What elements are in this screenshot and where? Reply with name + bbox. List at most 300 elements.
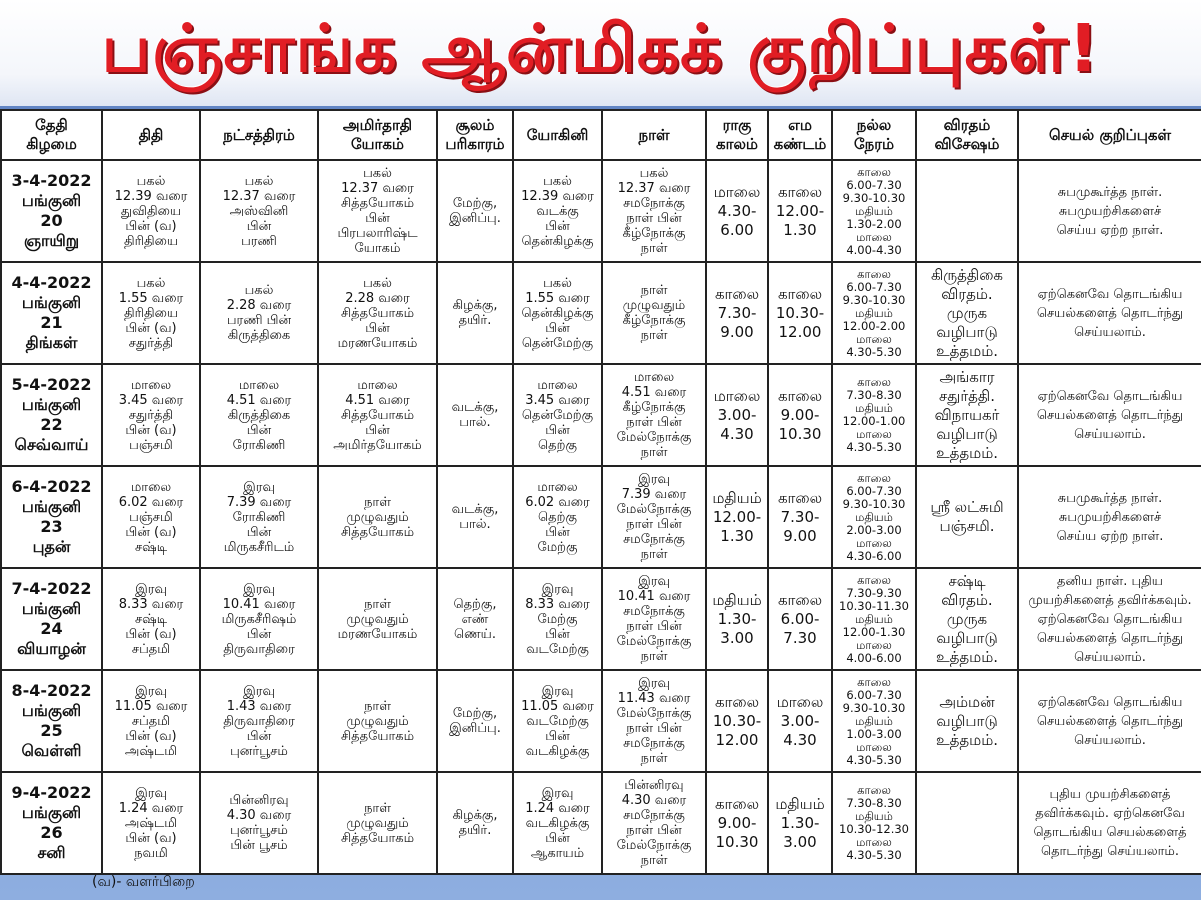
- cell-line: 11.05 வரை: [521, 698, 594, 714]
- cell-line: நேரம்: [853, 135, 895, 153]
- cell-line: உத்தமம்.: [935, 730, 999, 749]
- cell-line: சமநோக்கு: [623, 808, 685, 823]
- cell-line: காலை: [857, 783, 891, 797]
- cell-line: விரதம்: [943, 116, 991, 134]
- cell-line: 9.00: [720, 322, 754, 341]
- cell-line: சஷ்டி: [134, 611, 168, 627]
- column-header-yogini: [513, 110, 602, 160]
- cell-line: 2.28 வரை: [345, 290, 410, 306]
- cell-line: செயல்களைத் தொடர்ந்து: [1036, 630, 1184, 646]
- cell-thithi: [102, 568, 200, 670]
- cell-line: சமநோக்கு: [623, 196, 685, 211]
- cell-line: 7.30-8.30: [846, 388, 902, 402]
- cell-line: 4.30 வரை: [226, 808, 292, 823]
- cell-line: யோகம்: [350, 135, 404, 153]
- table-row: [1, 160, 1201, 262]
- cell-line: தனிய நாள். புதிய: [1057, 573, 1163, 589]
- cell-raagu: [706, 568, 768, 670]
- cell-line: இனிப்பு.: [449, 211, 501, 226]
- cell-line: மதியம்: [855, 713, 893, 728]
- cell-line: சதுர்த்தி: [128, 407, 174, 423]
- cell-line: சனி: [37, 843, 66, 862]
- cell-line: காலை: [857, 674, 891, 689]
- cell-line: 21: [40, 313, 63, 332]
- cell-line: 4.00-4.30: [846, 242, 902, 257]
- cell-date: [1, 670, 102, 772]
- cell-line: சுபமுயற்சிகளைச்: [1058, 203, 1162, 219]
- cell-nalla: [832, 568, 916, 670]
- cell-line: பகல்: [136, 275, 166, 291]
- cell-line: 9.00-: [717, 813, 757, 832]
- cell-line: ரோகிணி: [232, 509, 286, 525]
- cell-nalla: [832, 364, 916, 466]
- cell-line: பின்: [246, 524, 272, 540]
- cell-date: [1, 772, 102, 874]
- cell-line: பரணி: [241, 233, 277, 249]
- cell-line: மதியம்: [855, 203, 893, 218]
- cell-line: நவமி: [134, 845, 168, 861]
- cell-line: புனர்பூசம்: [230, 743, 288, 759]
- cell-line: இரவு: [135, 683, 167, 699]
- cell-line: சதுர்த்தி: [128, 335, 174, 351]
- cell-notes: [1018, 772, 1201, 874]
- cell-line: பின்: [545, 320, 570, 336]
- cell-line: பகல்: [363, 166, 392, 181]
- cell-line: சப்தமி: [131, 641, 171, 657]
- cell-line: 7.30-: [717, 303, 757, 322]
- cell-line: தொடங்கிய செயல்களைத்: [1033, 825, 1187, 840]
- cell-line: ஆகாயம்: [530, 845, 585, 861]
- cell-line: வடகிழக்கு: [525, 743, 590, 759]
- cell-line: தெற்கு: [538, 509, 577, 525]
- cell-line: செயல்களைத் தொடர்ந்து: [1036, 407, 1184, 423]
- cell-line: தேதி: [35, 116, 68, 134]
- cell-notes: [1018, 568, 1201, 670]
- cell-line: மதியம்: [712, 488, 762, 507]
- cell-viratham: [916, 772, 1018, 874]
- cell-line: வடக்கு: [536, 203, 579, 219]
- cell-line: பங்குனி: [21, 293, 82, 312]
- cell-line: காலை: [714, 794, 760, 813]
- cell-line: 10.30-12.30: [839, 822, 909, 836]
- cell-line: 10.30: [715, 832, 759, 851]
- cell-line: கிருத்திகை: [930, 265, 1004, 284]
- cell-line: முழுவதும்: [622, 298, 686, 313]
- cell-line: அமிர்தயோகம்: [333, 437, 422, 453]
- cell-notes: [1018, 262, 1201, 364]
- cell-line: 4.30-5.30: [846, 440, 902, 454]
- cell-line: பின் பூசம்: [230, 838, 288, 853]
- cell-line: தொடர்ந்து செய்யலாம்.: [1040, 844, 1180, 859]
- cell-line: பின் (வ): [125, 218, 177, 234]
- cell-line: 7.39 வரை: [226, 494, 292, 510]
- cell-line: திருவாதிரை: [223, 713, 295, 729]
- cell-line: மாலை: [856, 835, 892, 849]
- cell-line: கிழமை: [26, 135, 77, 153]
- cell-line: மாலை: [856, 229, 892, 244]
- cell-line: 3.00-: [780, 711, 820, 730]
- cell-line: பின்: [545, 830, 570, 846]
- cell-line: உத்தமம்.: [935, 647, 999, 666]
- cell-line: மேல்நோக்கு: [616, 430, 692, 445]
- cell-line: வழிபாடு: [936, 711, 998, 730]
- cell-line: மேற்கு,: [452, 196, 498, 211]
- cell-line: நாள்: [364, 698, 391, 714]
- cell-line: நாள் பின்: [626, 517, 682, 532]
- cell-line: முழுவதும்: [346, 713, 409, 729]
- cell-line: கிழக்கு,: [452, 298, 498, 313]
- cell-line: பின் (வ): [125, 728, 177, 744]
- cell-line: மாலை: [856, 331, 892, 346]
- cell-line: இரவு: [135, 785, 167, 801]
- cell-line: சஷ்டி: [134, 539, 168, 555]
- cell-line: ஞாயிறு: [23, 231, 80, 250]
- cell-line: இரவு: [541, 581, 574, 597]
- cell-line: புனர்பூசம்: [230, 823, 288, 838]
- cell-line: தயிர்.: [458, 313, 492, 328]
- table-header: [1, 110, 1201, 160]
- cell-line: 6.00-: [780, 609, 820, 628]
- cell-line: யோகினி: [526, 125, 589, 144]
- cell-line: பின்: [365, 320, 390, 336]
- cell-line: இரவு: [638, 676, 670, 691]
- cell-line: 22: [40, 415, 63, 434]
- cell-thithi: [102, 364, 200, 466]
- cell-line: நாள்: [364, 494, 391, 510]
- table-row: [1, 466, 1201, 568]
- cell-line: சித்தயோகம்: [340, 305, 415, 321]
- table-row: [1, 262, 1201, 364]
- cell-line: காலை: [777, 284, 823, 303]
- cell-line: 1.24 வரை: [118, 800, 184, 816]
- cell-line: ரோகிணி: [232, 437, 286, 453]
- cell-line: பங்குனி: [21, 599, 82, 618]
- column-header-date: [1, 110, 102, 160]
- cell-line: மதியம்: [855, 401, 893, 415]
- cell-yogam: [318, 772, 437, 874]
- cell-line: விநாயகர்: [934, 405, 1000, 424]
- cell-line: 1.30: [783, 220, 817, 239]
- cell-line: விரதம்.: [941, 590, 993, 609]
- cell-line: 7.30: [783, 628, 817, 647]
- cell-line: செயல்களைத் தொடர்ந்து: [1036, 305, 1184, 321]
- cell-line: பங்குனி: [21, 191, 82, 210]
- cell-line: பங்குனி: [21, 497, 82, 516]
- cell-line: செய்யலாம்.: [1074, 732, 1146, 748]
- cell-line: 25: [40, 721, 63, 740]
- cell-naal: [602, 772, 706, 874]
- cell-soolam: [437, 364, 513, 466]
- cell-line: 12.37 வரை: [617, 181, 691, 196]
- cell-line: சுபமுகூர்த்த நாள்.: [1057, 490, 1163, 506]
- cell-line: மேற்கு: [537, 539, 578, 555]
- cell-line: செய்ய ஏற்ற நாள்.: [1056, 528, 1164, 544]
- cell-line: சஷ்டி: [948, 571, 986, 590]
- cell-line: வழிபாடு: [936, 628, 998, 647]
- cell-line: 1.30: [720, 526, 754, 545]
- cell-yogini: [513, 160, 602, 262]
- cell-line: பிரபலாரிஷ்ட: [337, 226, 418, 241]
- cell-line: 4.30-: [717, 201, 757, 220]
- cell-line: வெள்ளி: [21, 741, 82, 760]
- cell-line: 8.33 வரை: [118, 596, 184, 612]
- cell-line: 20: [40, 211, 63, 230]
- cell-notes: [1018, 364, 1201, 466]
- cell-line: 1.30-: [717, 609, 757, 628]
- cell-date: [1, 262, 102, 364]
- table-row: [1, 772, 1201, 874]
- cell-line: 4.51 வரை: [621, 385, 687, 400]
- column-header-thithi: [102, 110, 200, 160]
- footnote: (வ)- வளர்பிறை: [92, 874, 195, 890]
- cell-line: 8.33 வரை: [525, 596, 590, 612]
- cell-line: புதிய முயற்சிகளைத்: [1049, 787, 1171, 802]
- cell-line: காலை: [857, 164, 891, 179]
- cell-line: மாலை: [713, 182, 761, 201]
- cell-nalla: [832, 670, 916, 772]
- cell-line: கிருத்திகை: [227, 407, 291, 423]
- cell-line: ஏற்கெனவே தொடங்கிய: [1037, 694, 1183, 710]
- cell-line: 23: [40, 517, 63, 536]
- cell-line: வடக்கு,: [451, 400, 499, 415]
- column-header-viratham: [916, 110, 1018, 160]
- cell-line: பின் (வ): [125, 422, 177, 438]
- cell-line: நாள்: [640, 751, 668, 766]
- cell-line: அங்கார: [939, 367, 995, 386]
- cell-line: தவிர்க்கவும். ஏற்கெனவே: [1035, 806, 1185, 821]
- cell-naal: [602, 568, 706, 670]
- column-header-nalla: [832, 110, 916, 160]
- cell-line: பின் (வ): [125, 626, 177, 642]
- cell-viratham: [916, 364, 1018, 466]
- cell-line: காலை: [714, 284, 760, 303]
- cell-date: [1, 160, 102, 262]
- cell-line: 2.00-3.00: [846, 522, 902, 537]
- cell-line: 9-4-2022: [11, 783, 92, 802]
- cell-line: பின்: [246, 218, 272, 234]
- cell-yogini: [513, 670, 602, 772]
- cell-yogini: [513, 262, 602, 364]
- cell-line: சித்தயோகம்: [340, 407, 415, 423]
- cell-line: முழுவதும்: [346, 509, 409, 525]
- cell-raagu: [706, 364, 768, 466]
- cell-notes: [1018, 160, 1201, 262]
- cell-yogam: [318, 160, 437, 262]
- cell-line: உத்தமம்.: [935, 341, 999, 360]
- cell-line: 9.30-10.30: [842, 700, 906, 715]
- cell-line: காலை: [857, 266, 891, 281]
- cell-line: செயல்களைத் தொடர்ந்து: [1036, 713, 1184, 729]
- cell-line: காலை: [777, 386, 823, 405]
- cell-line: 1.55 வரை: [525, 290, 590, 306]
- cell-line: நாள்: [640, 853, 668, 868]
- cell-date: [1, 364, 102, 466]
- cell-line: இரவு: [243, 683, 275, 699]
- cell-line: ணெய்.: [454, 626, 496, 642]
- cell-line: அஷ்டமி: [124, 815, 178, 831]
- cell-line: துவிதியை: [120, 203, 182, 219]
- cell-line: வடமேற்கு: [526, 641, 589, 657]
- cell-line: மேல்நோக்கு: [616, 634, 692, 649]
- cell-thithi: [102, 772, 200, 874]
- cell-date: [1, 466, 102, 568]
- cell-line: செவ்வாய்: [14, 435, 89, 454]
- cell-line: விசேஷம்: [934, 135, 1000, 153]
- cell-line: செய்யலாம்.: [1074, 649, 1146, 665]
- cell-line: மாலை: [856, 427, 892, 441]
- cell-line: 7.39 வரை: [621, 487, 687, 502]
- cell-viratham: [916, 262, 1018, 364]
- cell-line: பகல்: [244, 283, 274, 298]
- cell-line: சுபமுகூர்த்த நாள்.: [1057, 184, 1163, 200]
- cell-line: 12.00-: [775, 201, 825, 220]
- cell-line: மதியம்: [855, 611, 893, 626]
- table-row: [1, 568, 1201, 670]
- cell-line: மேல்நோக்கு: [616, 838, 692, 853]
- cell-line: தெற்கு: [538, 437, 577, 453]
- cell-line: அமிர்தாதி: [342, 116, 413, 134]
- cell-ema: [768, 772, 832, 874]
- cell-nalla: [832, 466, 916, 568]
- cell-line: 9.30-10.30: [842, 292, 906, 307]
- cell-line: ஸ்ரீ லட்சுமி: [930, 498, 1004, 516]
- cell-line: 3-4-2022: [11, 171, 92, 190]
- cell-viratham: [916, 466, 1018, 568]
- cell-line: இனிப்பு.: [449, 721, 501, 736]
- cell-line: 7.30-8.30: [846, 796, 902, 810]
- table-body: [1, 160, 1201, 874]
- cell-line: மரணயோகம்: [337, 335, 418, 351]
- cell-line: தயிர்.: [458, 823, 492, 838]
- cell-line: நட்சத்திரம்: [223, 125, 295, 144]
- cell-line: பஞ்சமி: [129, 509, 173, 525]
- cell-line: பகல்: [543, 275, 572, 291]
- cell-line: பரிகாரம்: [445, 135, 505, 153]
- cell-line: 4.00-6.00: [846, 650, 902, 665]
- cell-star: [200, 670, 318, 772]
- cell-line: பின்: [545, 728, 570, 744]
- cell-line: பின்: [246, 626, 272, 642]
- cell-naal: [602, 670, 706, 772]
- cell-line: முயற்சிகளைத் தவிர்க்கவும்.: [1028, 592, 1192, 608]
- cell-line: பரணி பின்: [226, 313, 292, 328]
- cell-line: சமநோக்கு: [623, 604, 685, 619]
- cell-soolam: [437, 160, 513, 262]
- cell-line: தென்கிழக்கு: [521, 305, 594, 321]
- cell-line: 12.00-1.30: [842, 624, 906, 639]
- cell-line: 6-4-2022: [11, 477, 92, 496]
- cell-notes: [1018, 670, 1201, 772]
- cell-line: நாள் பின்: [626, 211, 682, 226]
- cell-line: முழுவதும்: [346, 815, 409, 831]
- cell-line: அஸ்வினி: [229, 203, 289, 219]
- cell-line: 3.00: [720, 628, 754, 647]
- cell-line: நாள்: [638, 125, 670, 144]
- cell-naal: [602, 364, 706, 466]
- cell-line: 1.00-3.00: [846, 726, 902, 741]
- cell-line: மிருகசீரிஷம்: [221, 611, 297, 627]
- cell-line: 11.43 வரை: [617, 691, 691, 706]
- cell-date: [1, 568, 102, 670]
- cell-line: பின்: [365, 211, 390, 226]
- cell-line: புதன்: [32, 537, 71, 556]
- cell-line: 12.00-1.00: [842, 414, 906, 428]
- cell-star: [200, 262, 318, 364]
- cell-line: மேல்நோக்கு: [616, 706, 692, 721]
- cell-line: பால்.: [459, 517, 491, 532]
- cell-soolam: [437, 466, 513, 568]
- cell-line: செய்ய ஏற்ற நாள்.: [1056, 222, 1164, 238]
- cell-line: 6.00-7.30: [846, 483, 902, 498]
- column-header-notes: [1018, 110, 1201, 160]
- cell-line: சப்தமி: [131, 713, 171, 729]
- cell-line: மிருகசீரிடம்: [223, 539, 295, 555]
- cell-line: 6.00-7.30: [846, 177, 902, 192]
- cell-raagu: [706, 160, 768, 262]
- cell-line: கீழ்நோக்கு: [622, 400, 686, 415]
- cell-line: பங்குனி: [21, 701, 82, 720]
- cell-line: 11.05 வரை: [114, 698, 188, 714]
- cell-line: பகல்: [363, 275, 392, 291]
- cell-line: செய்யலாம்.: [1074, 426, 1146, 442]
- cell-viratham: [916, 670, 1018, 772]
- cell-naal: [602, 160, 706, 262]
- cell-line: பகல்: [136, 173, 166, 189]
- cell-raagu: [706, 772, 768, 874]
- cell-line: ஏற்கெனவே தொடங்கிய: [1037, 286, 1183, 302]
- cell-soolam: [437, 568, 513, 670]
- cell-line: இரவு: [243, 479, 275, 495]
- cell-line: இரவு: [638, 472, 670, 487]
- cell-raagu: [706, 670, 768, 772]
- cell-line: பின்னிரவு: [229, 793, 289, 808]
- cell-line: 10.30: [778, 424, 822, 443]
- cell-line: மாலை: [856, 637, 892, 652]
- cell-line: 8-4-2022: [11, 681, 92, 700]
- cell-line: 9.00: [783, 526, 817, 545]
- cell-line: 12.37 வரை: [222, 188, 296, 204]
- cell-line: செயல் குறிப்புகள்: [1048, 125, 1172, 144]
- cell-line: நல்ல: [856, 116, 892, 134]
- cell-line: 4.51 வரை: [226, 392, 292, 408]
- cell-line: பங்குனி: [21, 803, 82, 822]
- cell-line: 4.30-6.00: [846, 548, 902, 563]
- cell-soolam: [437, 772, 513, 874]
- cell-line: பின்: [246, 422, 272, 438]
- cell-line: கிழக்கு,: [452, 808, 498, 823]
- cell-line: முருக: [946, 609, 988, 628]
- cell-line: 4.30-5.30: [846, 344, 902, 359]
- cell-line: 7-4-2022: [11, 579, 92, 598]
- cell-line: மாலை: [238, 377, 280, 393]
- cell-ema: [768, 262, 832, 364]
- cell-line: காலை: [857, 375, 891, 389]
- cell-line: பஞ்சமி: [129, 437, 173, 453]
- cell-line: எண்: [461, 611, 489, 627]
- cell-line: எம: [788, 116, 812, 134]
- cell-line: 1.30-: [780, 813, 820, 832]
- cell-line: தென்மேற்கு: [521, 335, 594, 351]
- cell-line: திங்கள்: [25, 333, 78, 352]
- cell-line: அஷ்டமி: [124, 743, 178, 759]
- cell-line: யோகம்: [354, 241, 401, 256]
- table-row: [1, 364, 1201, 466]
- cell-line: மதியம்: [712, 590, 762, 609]
- cell-line: மாலை: [856, 739, 892, 754]
- cell-yogini: [513, 466, 602, 568]
- cell-line: 24: [40, 619, 63, 638]
- cell-line: 1.30-2.00: [846, 216, 902, 231]
